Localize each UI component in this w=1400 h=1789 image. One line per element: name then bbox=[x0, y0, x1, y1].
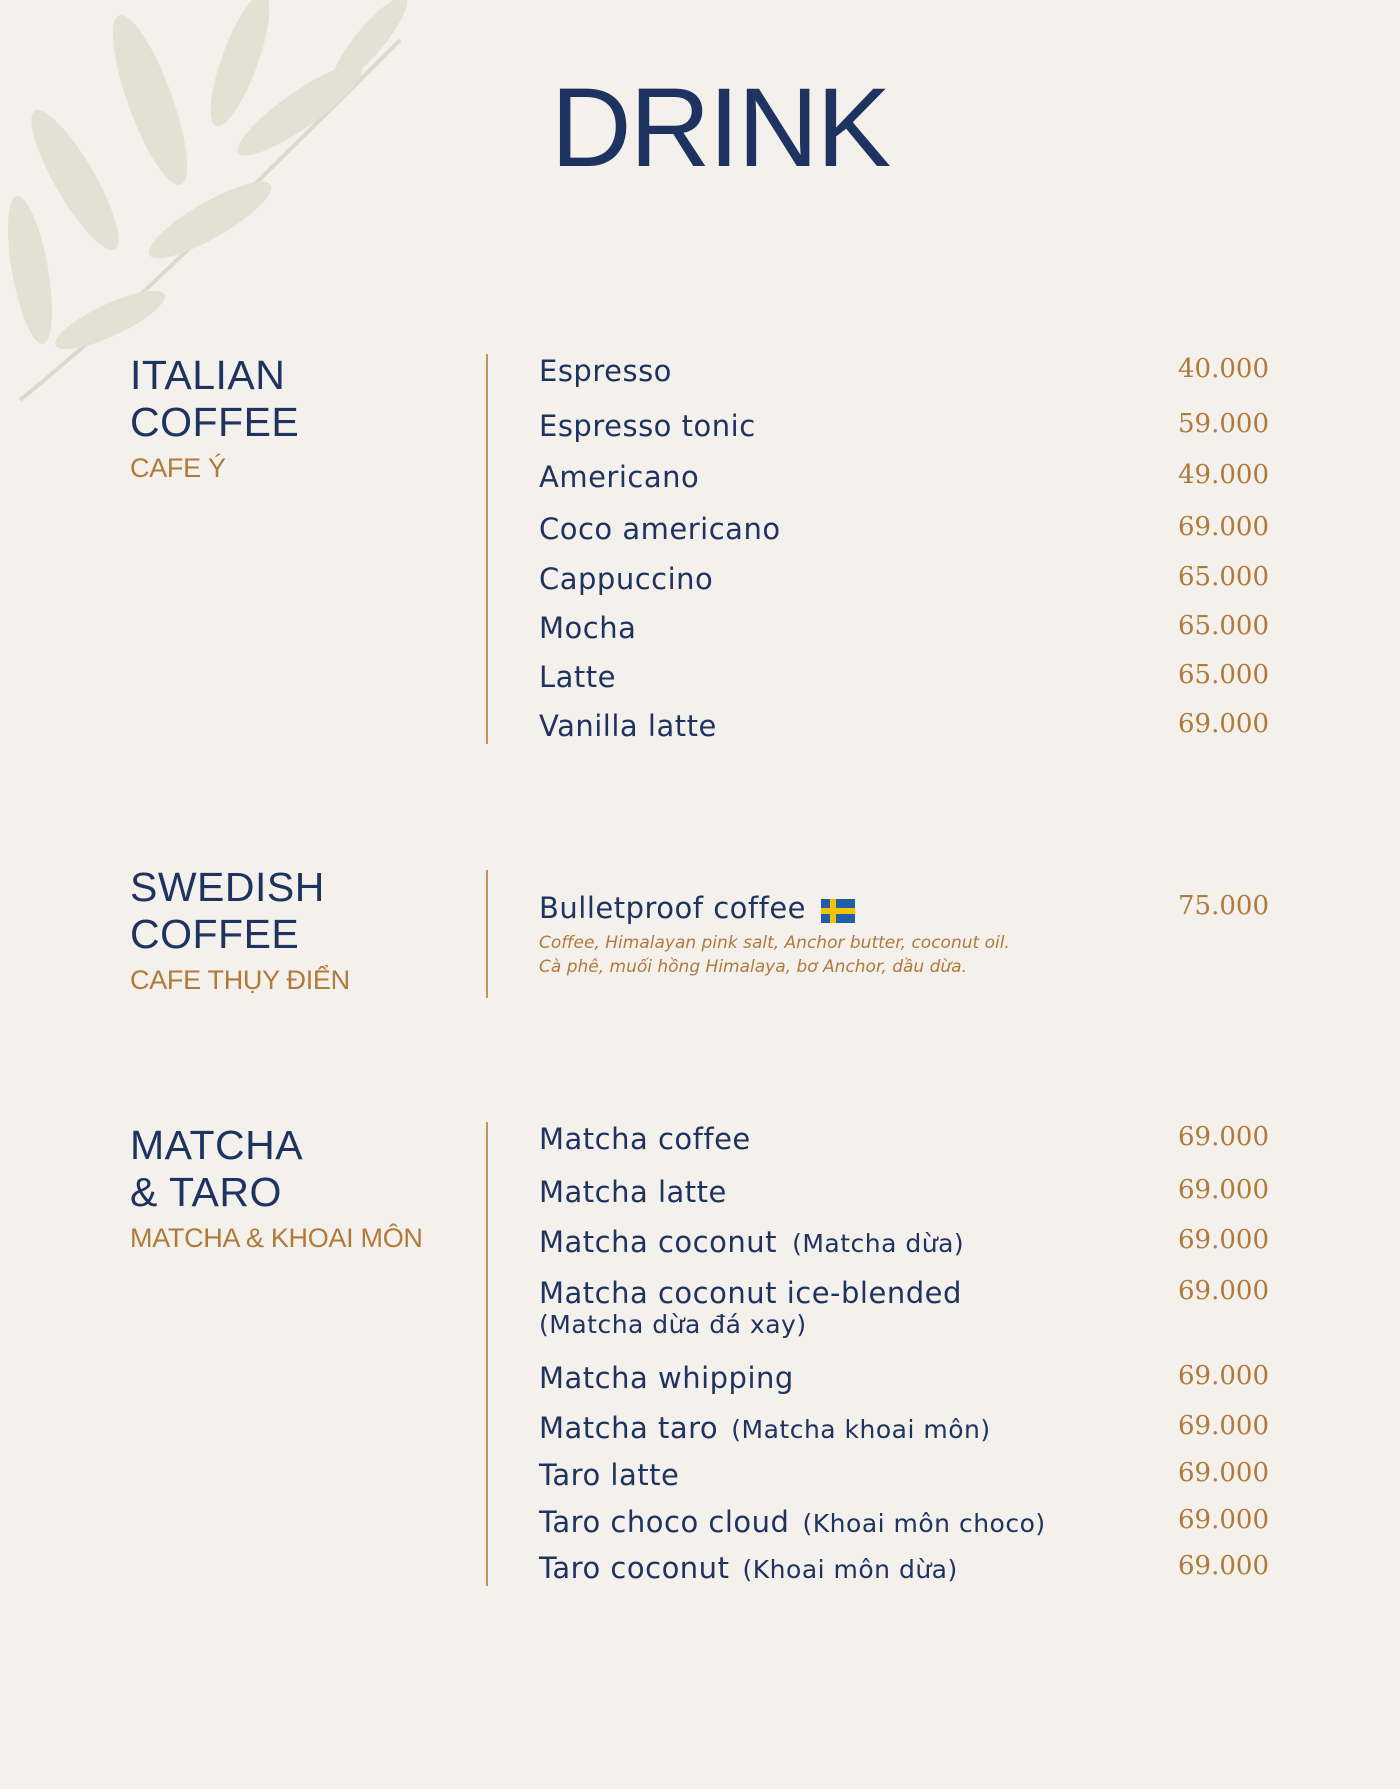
item-name: Matcha whipping bbox=[539, 1361, 794, 1395]
item-name: Matcha coffee bbox=[539, 1122, 751, 1156]
item-price: 69.000 bbox=[1178, 512, 1269, 542]
menu-item bbox=[539, 709, 1269, 743]
menu-item bbox=[539, 891, 1269, 979]
item-note: (Khoai môn choco) bbox=[802, 1509, 1046, 1538]
item-note: (Matcha khoai môn) bbox=[731, 1415, 991, 1444]
section-divider bbox=[486, 354, 488, 744]
item-price: 65.000 bbox=[1178, 660, 1269, 690]
item-name: Taro latte bbox=[539, 1458, 680, 1492]
section-title-line2: & TARO bbox=[130, 1169, 282, 1215]
item-description-vi: Cà phê, muối hồng Himalaya, bơ Anchor, dầu dừa. bbox=[539, 957, 967, 977]
section-title-line1: MATCHA bbox=[130, 1122, 304, 1168]
item-name: Taro coconut bbox=[539, 1551, 730, 1585]
item-note: (Matcha dừa đá xay) bbox=[539, 1310, 807, 1339]
swedish-flag-icon bbox=[821, 899, 855, 923]
item-name: Matcha taro bbox=[539, 1411, 719, 1445]
section-header bbox=[130, 352, 299, 486]
section-subtitle: CAFE THỤY ĐIỂN bbox=[130, 965, 350, 995]
section-divider bbox=[486, 1122, 488, 1586]
section-title-line2: COFFEE bbox=[130, 399, 300, 445]
item-price: 69.000 bbox=[1178, 1122, 1269, 1152]
item-price: 65.000 bbox=[1178, 611, 1269, 641]
menu-item bbox=[539, 1551, 1269, 1585]
menu-item bbox=[539, 1361, 1269, 1395]
menu-item bbox=[539, 660, 1269, 694]
item-price: 69.000 bbox=[1178, 1361, 1269, 1391]
page-title: DRINK bbox=[550, 65, 890, 190]
item-note: (Khoai môn dừa) bbox=[742, 1555, 958, 1584]
item-price: 65.000 bbox=[1178, 562, 1269, 592]
menu-item bbox=[539, 562, 1269, 596]
item-description-en: Coffee, Himalayan pink salt, Anchor butter, coconut oil. bbox=[539, 933, 1010, 953]
item-note: (Matcha dừa) bbox=[792, 1229, 965, 1258]
menu-item bbox=[539, 1458, 1269, 1492]
menu-item bbox=[539, 1276, 1269, 1339]
item-price: 69.000 bbox=[1178, 1175, 1269, 1205]
menu-item bbox=[539, 512, 1269, 546]
item-price: 69.000 bbox=[1178, 1551, 1269, 1581]
section-title-line2: COFFEE bbox=[130, 911, 300, 957]
section-subtitle: MATCHA & KHOAI MÔN bbox=[130, 1223, 423, 1253]
item-name: Espresso tonic bbox=[539, 409, 756, 443]
item-price: 69.000 bbox=[1178, 709, 1269, 739]
item-name: Cappuccino bbox=[539, 562, 714, 596]
item-name: Americano bbox=[539, 460, 700, 494]
section-header bbox=[130, 1122, 423, 1256]
item-name: Matcha coconut ice-blended bbox=[539, 1276, 962, 1310]
item-price: 69.000 bbox=[1178, 1458, 1269, 1488]
section-header bbox=[130, 864, 350, 998]
item-name: Taro choco cloud bbox=[539, 1505, 790, 1539]
section-divider bbox=[486, 870, 488, 998]
item-name: Latte bbox=[539, 660, 617, 694]
item-price: 40.000 bbox=[1178, 354, 1269, 384]
item-name: Mocha bbox=[539, 611, 637, 645]
menu-item bbox=[539, 1225, 1269, 1259]
item-price: 69.000 bbox=[1178, 1411, 1269, 1441]
item-price: 49.000 bbox=[1178, 460, 1269, 490]
item-name: Vanilla latte bbox=[539, 709, 717, 743]
item-name: Matcha coconut bbox=[539, 1225, 777, 1259]
menu-item bbox=[539, 1505, 1269, 1539]
item-name: Bulletproof coffee bbox=[539, 891, 806, 925]
item-price: 69.000 bbox=[1178, 1505, 1269, 1535]
menu-item bbox=[539, 1411, 1269, 1445]
item-price: 69.000 bbox=[1178, 1276, 1269, 1306]
item-name: Matcha latte bbox=[539, 1175, 727, 1209]
menu-item bbox=[539, 1175, 1269, 1209]
section-title-line1: SWEDISH bbox=[130, 864, 325, 910]
menu-item bbox=[539, 1122, 1269, 1156]
menu-item bbox=[539, 354, 1269, 388]
item-price: 69.000 bbox=[1178, 1225, 1269, 1255]
menu-item bbox=[539, 409, 1269, 443]
section-subtitle: CAFE Ý bbox=[130, 453, 226, 483]
item-name: Coco americano bbox=[539, 512, 781, 546]
menu-item bbox=[539, 460, 1269, 494]
section-title-line1: ITALIAN bbox=[130, 352, 286, 398]
item-price: 75.000 bbox=[1178, 891, 1269, 921]
menu-item bbox=[539, 611, 1269, 645]
item-price: 59.000 bbox=[1178, 409, 1269, 439]
item-name: Espresso bbox=[539, 354, 672, 388]
